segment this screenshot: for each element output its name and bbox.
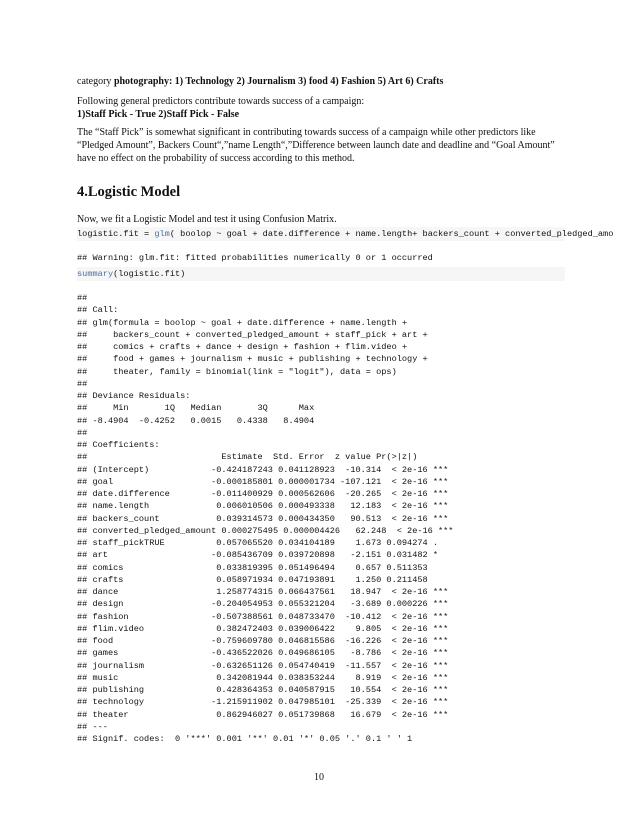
page-number: 10 xyxy=(314,772,324,783)
output-line: ## comics + crafts + dance + design + fashion + flim.video + xyxy=(77,342,408,352)
logistic-intro: Now, we fit a Logistic Model and test it using Confusion Matrix. xyxy=(77,214,337,225)
output-line: ## food + games + journalism + music + publishing + technology + xyxy=(77,354,428,365)
output-line: ## Estimate Std. Error z value Pr(>|z|) xyxy=(77,452,418,463)
output-line: ## date.difference -0.011400929 0.000562606 -20.265 < 2e-16 *** xyxy=(77,489,449,499)
output-line: ## Call: xyxy=(77,305,119,316)
output-line: ## goal -0.000185801 0.000001734 -107.121 < 2e-16 *** xyxy=(77,476,449,487)
code-fit-args: ( boolop ~ goal + date.difference + name.length+ backers_count + converted_pledged_amo xyxy=(169,229,614,239)
output-line: ## publishing 0.428364353 0.040587915 10.554 < 2e-16 *** xyxy=(77,685,449,695)
category-rest: : 1) Technology 2) Journalism 3) food 4) Fashion 5) Art 6) Crafts xyxy=(168,76,444,87)
category-name: photography xyxy=(113,76,169,87)
predictors-list: 1)Staff Pick - True 2)Staff Pick - False xyxy=(77,109,240,120)
code-block-fit xyxy=(77,227,614,241)
output-line: ## (Intercept) -0.424187243 0.041128923 -10.314 < 2e-16 *** xyxy=(77,464,449,475)
output-line: ## name.length 0.006010506 0.000493338 12.183 < 2e-16 *** xyxy=(77,501,449,512)
output-line: ## xyxy=(77,293,88,303)
output-line: ## backers_count + converted_pledged_amount + staff_pick + art + xyxy=(77,329,428,340)
output-line: ## theater, family = binomial(link = "logit"), data = ops) xyxy=(77,366,397,377)
code-fit-lhs: logistic.fit = xyxy=(77,229,155,239)
output-line: ## art -0.085436709 0.039720898 -2.151 0.031482 * xyxy=(77,550,438,561)
warning-output: ## Warning: glm.fit: fitted probabilities numerically 0 or 1 occurred xyxy=(77,253,433,263)
output-line: ## Deviance Residuals: xyxy=(77,391,191,401)
output-line: ## design -0.204054953 0.055321204 -3.689 0.000226 *** xyxy=(77,599,449,610)
summary-output xyxy=(77,292,637,745)
output-line: ## Signif. codes: 0 '***' 0.001 '**' 0.01 '*' 0.05 '.' 0.1 ' ' 1 xyxy=(77,734,413,744)
output-line: ## food -0.759609780 0.046815586 -16.226 < 2e-16 *** xyxy=(77,636,449,646)
output-line: ## backers_count 0.039314573 0.000434350 90.513 < 2e-16 *** xyxy=(77,513,449,524)
output-line: ## xyxy=(77,378,88,389)
output-line: ## games -0.436522026 0.049686105 -8.786 < 2e-16 *** xyxy=(77,648,449,659)
staff-pick-paragraph: The “Staff Pick” is somewhat significant in contributing towards success of a campaign while other predictors like “Pledged Amount”, Backers Count“,”name Length“,”Difference between launch date and deadline and “Goal Amount” have no effect on the probability of success according to this method. xyxy=(77,127,555,164)
output-line: ## dance 1.258774315 0.066437561 18.947 < 2e-16 *** xyxy=(77,587,449,597)
output-line: ## crafts 0.058971934 0.047193891 1.250 0.211458 xyxy=(77,574,428,585)
code-summary-fn: summary xyxy=(77,269,114,279)
output-line: ## journalism -0.632651126 0.054740419 -11.557 < 2e-16 *** xyxy=(77,660,449,671)
output-line: ## fashion -0.507388561 0.048733470 -10.412 < 2e-16 *** xyxy=(77,611,449,622)
output-line: ## xyxy=(77,427,88,438)
output-line: ## --- xyxy=(77,721,108,732)
output-line: ## -8.4904 -0.4252 0.0015 0.4338 8.4904 xyxy=(77,415,315,426)
output-line: ## glm(formula = boolop ~ goal + date.difference + name.length + xyxy=(77,317,408,328)
code-fit-fn: glm xyxy=(154,229,170,239)
output-line: ## Coefficients: xyxy=(77,440,160,450)
code-block-summary xyxy=(77,267,565,281)
output-line: ## comics 0.033819395 0.051496494 0.657 0.511353 xyxy=(77,562,428,573)
section-title: 4.Logistic Model xyxy=(77,184,181,200)
category-line xyxy=(77,75,443,88)
output-line: ## theater 0.862946027 0.051739868 16.679 < 2e-16 *** xyxy=(77,709,449,720)
output-line: ## technology -1.215911902 0.047985101 -25.339 < 2e-16 *** xyxy=(77,697,449,708)
code-summary-args: (logistic.fit) xyxy=(113,269,186,279)
output-line: ## staff_pickTRUE 0.057065520 0.034104189 1.673 0.094274 . xyxy=(77,538,438,548)
output-line: ## converted_pledged_amount 0.000275495 0.000004426 62.248 < 2e-16 *** xyxy=(77,525,454,536)
category-prefix: category xyxy=(77,76,114,87)
output-line: ## Min 1Q Median 3Q Max xyxy=(77,403,315,414)
predictors-intro: Following general predictors contribute towards success of a campaign: xyxy=(77,96,365,107)
output-line: ## music 0.342081944 0.038353244 8.919 < 2e-16 *** xyxy=(77,672,449,683)
output-line: ## flim.video 0.382472403 0.039006422 9.805 < 2e-16 *** xyxy=(77,623,449,634)
